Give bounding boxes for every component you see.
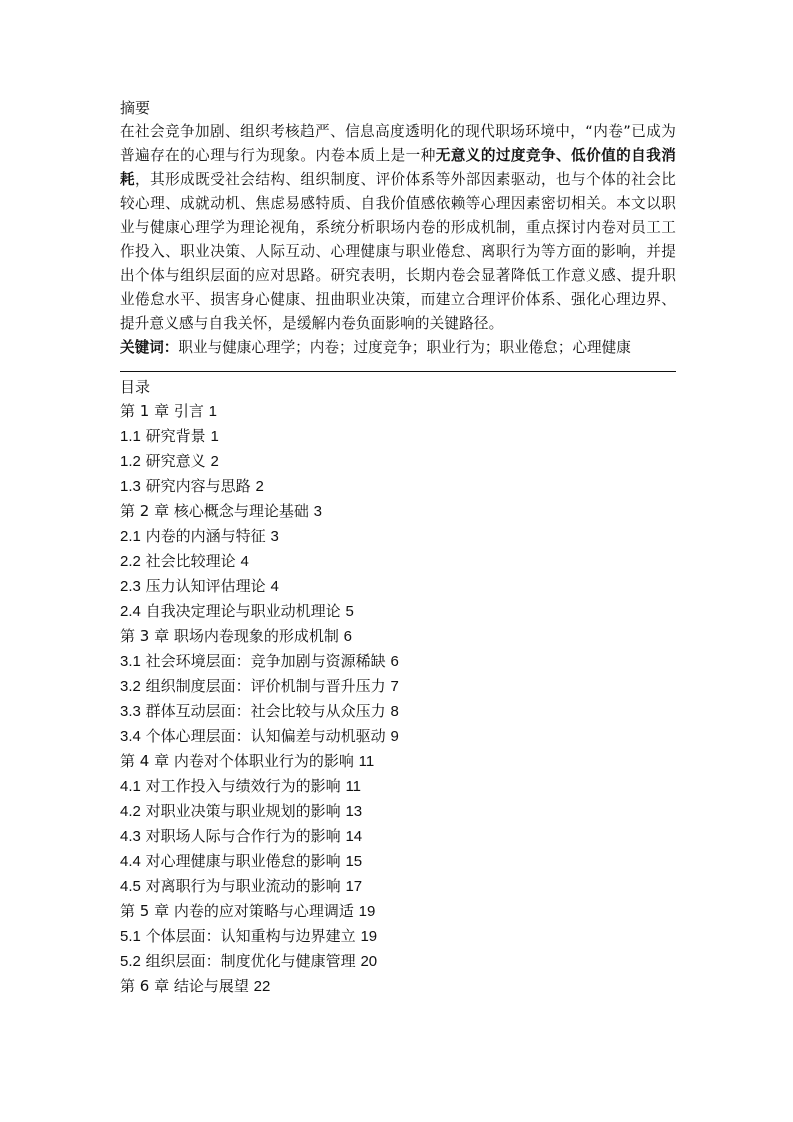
toc-section-entry[interactable] (120, 849, 676, 874)
toc-entry-title: 第 5 章 内卷的应对策略与心理调适 (120, 902, 354, 920)
toc-entry-number: 3.4 (120, 728, 141, 745)
abstract-highlight: 无意义的过度竞争、低价值的自我消耗 (120, 147, 676, 188)
toc-entry-number: 2.3 (120, 578, 141, 595)
toc-entry-number: 2.2 (120, 553, 141, 570)
toc-entry-number: 1.2 (120, 453, 141, 470)
toc-page-number: 17 (345, 878, 363, 895)
toc-entry-title: 组织制度层面：评价机制与晋升压力 (145, 677, 386, 695)
toc-section-entry[interactable] (120, 949, 676, 974)
toc-entry-number: 4.4 (120, 853, 141, 870)
toc-section-entry[interactable] (120, 724, 676, 749)
toc-page-number: 6 (390, 653, 399, 670)
toc-entry-number: 5.2 (120, 953, 141, 970)
toc-entry-title: 第 1 章 引言 (120, 402, 204, 420)
toc-page-number: 4 (270, 578, 279, 595)
toc-entry-title: 社会比较理论 (145, 552, 236, 570)
toc-section-entry[interactable] (120, 874, 676, 899)
toc-entry-title: 自我决定理论与职业动机理论 (145, 602, 341, 620)
toc-page-number: 3 (313, 503, 322, 520)
toc-entry-title: 研究内容与思路 (145, 477, 251, 495)
toc-entry-number: 5.1 (120, 928, 141, 945)
toc-page-number: 8 (390, 703, 399, 720)
abstract-text-end: ，其形成既受社会结构、组织制度、评价体系等外部因素驱动，也与个体的社会比较心理、成就动机、焦虑易感特质、自我价值感依赖等心理因素密切相关。本文以职业与健康心理学为理论视角，系统分析职场内卷的形成机制，重点探讨内卷对员工工作投入、职业决策、人际互动、心理健康与职业倦怠、离职行为等方面的影响，并提出个体与组织层面的应对思路。研究表明，长期内卷会显著降低工作意义感、提升职业倦怠水平、损害身心健康、扭曲职业决策，而建立合理评价体系、强化心理边界、提升意义感与自我关怀，是缓解内卷负面影响的关键路径。 (120, 171, 677, 332)
toc-entry-title: 个体心理层面：认知偏差与动机驱动 (145, 727, 386, 745)
keywords-label: 关键词： (120, 339, 179, 356)
section-divider (120, 371, 676, 372)
toc-page-number: 5 (345, 603, 354, 620)
abstract-body (120, 120, 676, 336)
toc-entry-title: 压力认知评估理论 (145, 577, 266, 595)
toc-section-entry[interactable] (120, 799, 676, 824)
toc-section-entry[interactable] (120, 924, 676, 949)
toc-entry-title: 研究背景 (145, 427, 206, 445)
toc-page-number: 1 (208, 403, 217, 420)
toc-page-number: 4 (240, 553, 249, 570)
toc-entry-title: 第 3 章 职场内卷现象的形成机制 (120, 627, 339, 645)
toc-section-entry[interactable] (120, 649, 676, 674)
toc-page-number: 11 (345, 778, 362, 795)
toc-entry-title: 个体层面：认知重构与边界建立 (145, 927, 356, 945)
document-page (120, 96, 676, 999)
toc-entry-title: 组织层面：制度优化与健康管理 (145, 952, 356, 970)
toc-entry-number: 4.3 (120, 828, 141, 845)
toc-section-entry[interactable] (120, 549, 676, 574)
toc-entry-title: 第 4 章 内卷对个体职业行为的影响 (120, 752, 354, 770)
toc-page-number: 1 (210, 428, 219, 445)
toc-chapter-entry[interactable] (120, 399, 676, 424)
toc-entry-number: 1.3 (120, 478, 141, 495)
toc-entry-number: 1.1 (120, 428, 141, 445)
toc-page-number: 2 (210, 453, 219, 470)
toc-page-number: 20 (360, 953, 378, 970)
toc-entry-title: 对离职行为与职业流动的影响 (145, 877, 341, 895)
toc-section-entry[interactable] (120, 524, 676, 549)
abstract-text-start: 在社会竞争加剧、组织考核趋严、信息高度透明化的现代职场环境中，“内卷”已成为普遍存在的心理与行为现象。内卷本质上是一种 (120, 123, 676, 164)
toc-page-number: 14 (345, 828, 363, 845)
toc-entry-number: 4.2 (120, 803, 141, 820)
toc-section-entry[interactable] (120, 824, 676, 849)
toc-section-entry[interactable] (120, 424, 676, 449)
toc-entry-number: 3.1 (120, 653, 141, 670)
toc-entry-title: 对职场人际与合作行为的影响 (145, 827, 341, 845)
toc-entry-title: 第 2 章 核心概念与理论基础 (120, 502, 309, 520)
toc-page-number: 3 (270, 528, 279, 545)
toc-entry-title: 研究意义 (145, 452, 206, 470)
toc-page-number: 9 (390, 728, 399, 745)
toc-page-number: 22 (253, 978, 271, 995)
toc-title: 目录 (120, 378, 151, 396)
toc-entry-number: 2.1 (120, 528, 141, 545)
toc-chapter-entry[interactable] (120, 899, 676, 924)
keywords-text: 职业与健康心理学；内卷；过度竞争；职业行为；职业倦怠；心理健康 (178, 339, 631, 356)
toc-list (120, 399, 676, 999)
toc-entry-title: 群体互动层面：社会比较与从众压力 (145, 702, 386, 720)
toc-entry-title: 对工作投入与绩效行为的影响 (145, 777, 341, 795)
toc-section-entry[interactable] (120, 699, 676, 724)
toc-entry-title: 对心理健康与职业倦怠的影响 (145, 852, 341, 870)
toc-chapter-entry[interactable] (120, 624, 676, 649)
toc-section-entry[interactable] (120, 599, 676, 624)
toc-section-entry[interactable] (120, 474, 676, 499)
toc-chapter-entry[interactable] (120, 499, 676, 524)
toc-entry-title: 内卷的内涵与特征 (145, 527, 266, 545)
toc-page-number: 15 (345, 853, 363, 870)
toc-section-entry[interactable] (120, 449, 676, 474)
toc-entry-number: 4.5 (120, 878, 141, 895)
toc-entry-number: 4.1 (120, 778, 141, 795)
toc-page-number: 6 (343, 628, 352, 645)
toc-section-entry[interactable] (120, 574, 676, 599)
toc-page-number: 19 (358, 903, 376, 920)
toc-section-entry[interactable] (120, 774, 676, 799)
toc-page-number: 19 (360, 928, 378, 945)
toc-entry-title: 第 6 章 结论与展望 (120, 977, 249, 995)
toc-entry-number: 3.2 (120, 678, 141, 695)
toc-chapter-entry[interactable] (120, 749, 676, 774)
keywords-line (120, 336, 676, 360)
toc-entry-number: 3.3 (120, 703, 141, 720)
abstract-heading: 摘要 (120, 99, 151, 117)
toc-page-number: 2 (255, 478, 264, 495)
toc-section-entry[interactable] (120, 674, 676, 699)
toc-entry-title: 对职业决策与职业规划的影响 (145, 802, 341, 820)
toc-page-number: 13 (345, 803, 363, 820)
toc-page-number: 11 (358, 753, 375, 770)
toc-entry-number: 2.4 (120, 603, 141, 620)
toc-entry-title: 社会环境层面：竞争加剧与资源稀缺 (145, 652, 386, 670)
toc-page-number: 7 (390, 678, 399, 695)
toc-chapter-entry[interactable] (120, 974, 676, 999)
